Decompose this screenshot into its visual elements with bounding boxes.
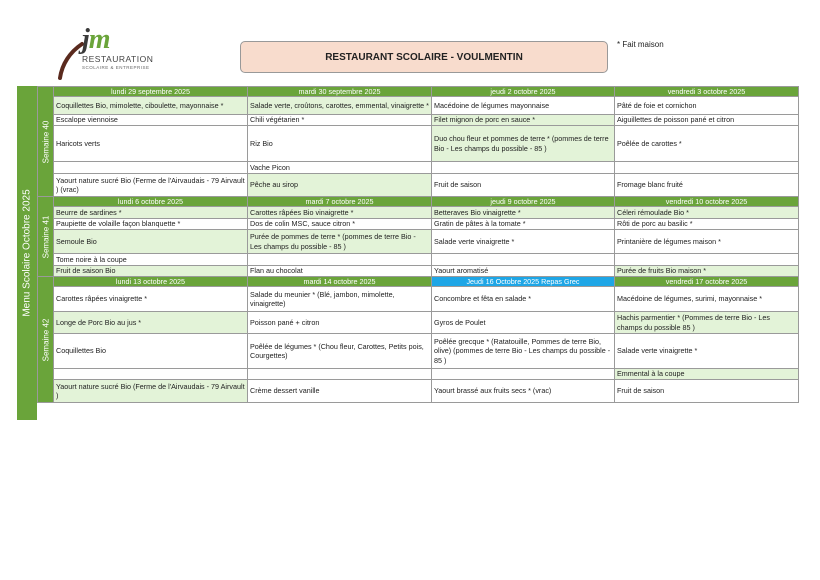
menu-cell: Aiguillettes de poisson pané et citron <box>615 115 799 126</box>
menu-cell: Crème dessert vanille <box>248 380 432 403</box>
logo-subtitle: SCOLAIRE & ENTREPRISE <box>82 65 150 70</box>
menu-cell: Yaourt brassé aux fruits secs * (vrac) <box>432 380 615 403</box>
table-row <box>38 162 799 174</box>
table-row <box>38 312 799 334</box>
menu-cell: Fruit de saison Bio <box>54 266 248 277</box>
menu-cell: Poêlée de carottes * <box>615 126 799 162</box>
day-header: lundi 13 octobre 2025 <box>54 277 248 287</box>
menu-cell: Gratin de pâtes à la tomate * <box>432 219 615 230</box>
menu-cell: Céleri rémoulade Bio * <box>615 207 799 219</box>
logo-mark: jm <box>82 24 110 55</box>
menu-cell: Tome noire à la coupe <box>54 254 248 266</box>
week-header-row <box>38 87 799 97</box>
menu-cell: Duo chou fleur et pommes de terre * (pommes de terre Bio - Les champs du possible - 85 ) <box>432 126 615 162</box>
week-header-row <box>38 197 799 207</box>
menu-cell: Poisson pané + citron <box>248 312 432 334</box>
day-header: jeudi 2 octobre 2025 <box>432 87 615 97</box>
menu-cell: Dos de colin MSC, sauce citron * <box>248 219 432 230</box>
week-label: Semaine 40 <box>41 120 50 163</box>
menu-cell <box>432 254 615 266</box>
menu-cell: Vache Picon <box>248 162 432 174</box>
menu-cell <box>248 254 432 266</box>
menu-cell: Paupiette de volaille façon blanquette * <box>54 219 248 230</box>
menu-cell: Macédoine de légumes, surimi, mayonnaise * <box>615 287 799 312</box>
table-row <box>38 380 799 403</box>
menu-cell <box>54 162 248 174</box>
day-header: vendredi 17 octobre 2025 <box>615 277 799 287</box>
menu-cell: Fruit de saison <box>432 174 615 197</box>
table-row <box>38 334 799 369</box>
table-row <box>38 126 799 162</box>
menu-cell: Rôti de porc au basilic * <box>615 219 799 230</box>
menu-cell <box>432 369 615 380</box>
menu-cell: Poêlée grecque * (Ratatouille, Pommes de terre Bio, olive) (pommes de terre Bio - Les champs du possible - 85 ) <box>432 334 615 369</box>
menu-cell <box>615 254 799 266</box>
menu-cell: Yaourt nature sucré Bio (Ferme de l'Airvaudais - 79 Airvault ) <box>54 380 248 403</box>
day-header: vendredi 3 octobre 2025 <box>615 87 799 97</box>
menu-cell: Beurre de sardines * <box>54 207 248 219</box>
day-header: mardi 14 octobre 2025 <box>248 277 432 287</box>
day-header: mardi 30 septembre 2025 <box>248 87 432 97</box>
menu-cell: Printanière de légumes maison * <box>615 230 799 254</box>
menu-cell: Yaourt nature sucré Bio (Ferme de l'Airvaudais - 79 Airvault ) (vrac) <box>54 174 248 197</box>
menu-cell: Carottes râpées Bio vinaigrette * <box>248 207 432 219</box>
week-label: Semaine 42 <box>41 318 50 361</box>
table-row <box>38 266 799 277</box>
menu-cell <box>432 162 615 174</box>
menu-cell: Salade verte vinaigrette * <box>615 334 799 369</box>
table-row <box>38 174 799 197</box>
week-label: Semaine 41 <box>41 215 50 258</box>
legend-note: * Fait maison <box>617 40 664 49</box>
menu-cell: Gyros de Poulet <box>432 312 615 334</box>
menu-cell: Semoule Bio <box>54 230 248 254</box>
day-header: lundi 6 octobre 2025 <box>54 197 248 207</box>
table-row <box>38 219 799 230</box>
table-row <box>38 115 799 126</box>
menu-cell: Yaourt aromatisé <box>432 266 615 277</box>
menu-cell: Macédoine de légumes mayonnaise <box>432 97 615 115</box>
menu-cell: Flan au chocolat <box>248 266 432 277</box>
menu-cell: Salade du meunier * (Blé, jambon, mimolette, vinaigrette) <box>248 287 432 312</box>
menu-cell: Salade verte vinaigrette * <box>432 230 615 254</box>
week-label-cell <box>38 197 54 277</box>
menu-cell: Concombre et fêta en salade * <box>432 287 615 312</box>
menu-cell: Haricots verts <box>54 126 248 162</box>
menu-cell: Purée de pommes de terre * (pommes de terre Bio - Les champs du possible - 85 ) <box>248 230 432 254</box>
logo-brand: RESTAURATION <box>82 54 154 64</box>
table-row <box>38 207 799 219</box>
menu-cell: Carottes râpées vinaigrette * <box>54 287 248 312</box>
week-header-row <box>38 277 799 287</box>
menu-cell: Salade verte, croûtons, carottes, emmental, vinaigrette * <box>248 97 432 115</box>
menu-cell: Betteraves Bio vinaigrette * <box>432 207 615 219</box>
logo <box>52 24 154 80</box>
day-header: lundi 29 septembre 2025 <box>54 87 248 97</box>
table-row <box>38 369 799 380</box>
menu-cell: Coquillettes Bio, mimolette, ciboulette, mayonnaise * <box>54 97 248 115</box>
menu-cell: Longe de Porc Bio au jus * <box>54 312 248 334</box>
day-header: mardi 7 octobre 2025 <box>248 197 432 207</box>
menu-cell: Riz Bio <box>248 126 432 162</box>
week-label-cell <box>38 87 54 197</box>
table-row <box>38 97 799 115</box>
menu-cell: Filet mignon de porc en sauce * <box>432 115 615 126</box>
table-row <box>38 254 799 266</box>
page-title: RESTAURANT SCOLAIRE - VOULMENTIN <box>240 41 608 73</box>
table-row <box>38 230 799 254</box>
week-label-cell <box>38 277 54 403</box>
menu-cell: Pâté de foie et cornichon <box>615 97 799 115</box>
menu-cell <box>615 162 799 174</box>
menu-table <box>37 86 799 403</box>
day-header: jeudi 9 octobre 2025 <box>432 197 615 207</box>
menu-cell <box>248 369 432 380</box>
side-banner <box>17 86 37 420</box>
menu-cell: Fromage blanc fruité <box>615 174 799 197</box>
menu-cell: Purée de fruits Bio maison * <box>615 266 799 277</box>
menu-cell <box>54 369 248 380</box>
menu-cell: Coquillettes Bio <box>54 334 248 369</box>
menu-cell: Pêche au sirop <box>248 174 432 197</box>
menu-cell: Emmental à la coupe <box>615 369 799 380</box>
side-banner-label: Menu Scolaire Octobre 2025 <box>21 189 33 317</box>
day-header: Jeudi 16 Octobre 2025 Repas Grec <box>432 277 615 287</box>
menu-cell: Escalope viennoise <box>54 115 248 126</box>
menu-cell: Hachis parmentier * (Pommes de terre Bio - Les champs du possible 85 ) <box>615 312 799 334</box>
day-header: vendredi 10 octobre 2025 <box>615 197 799 207</box>
table-row <box>38 287 799 312</box>
menu-cell: Fruit de saison <box>615 380 799 403</box>
menu-cell: Chili végétarien * <box>248 115 432 126</box>
menu-cell: Poêlée de légumes * (Chou fleur, Carottes, Petits pois, Courgettes) <box>248 334 432 369</box>
